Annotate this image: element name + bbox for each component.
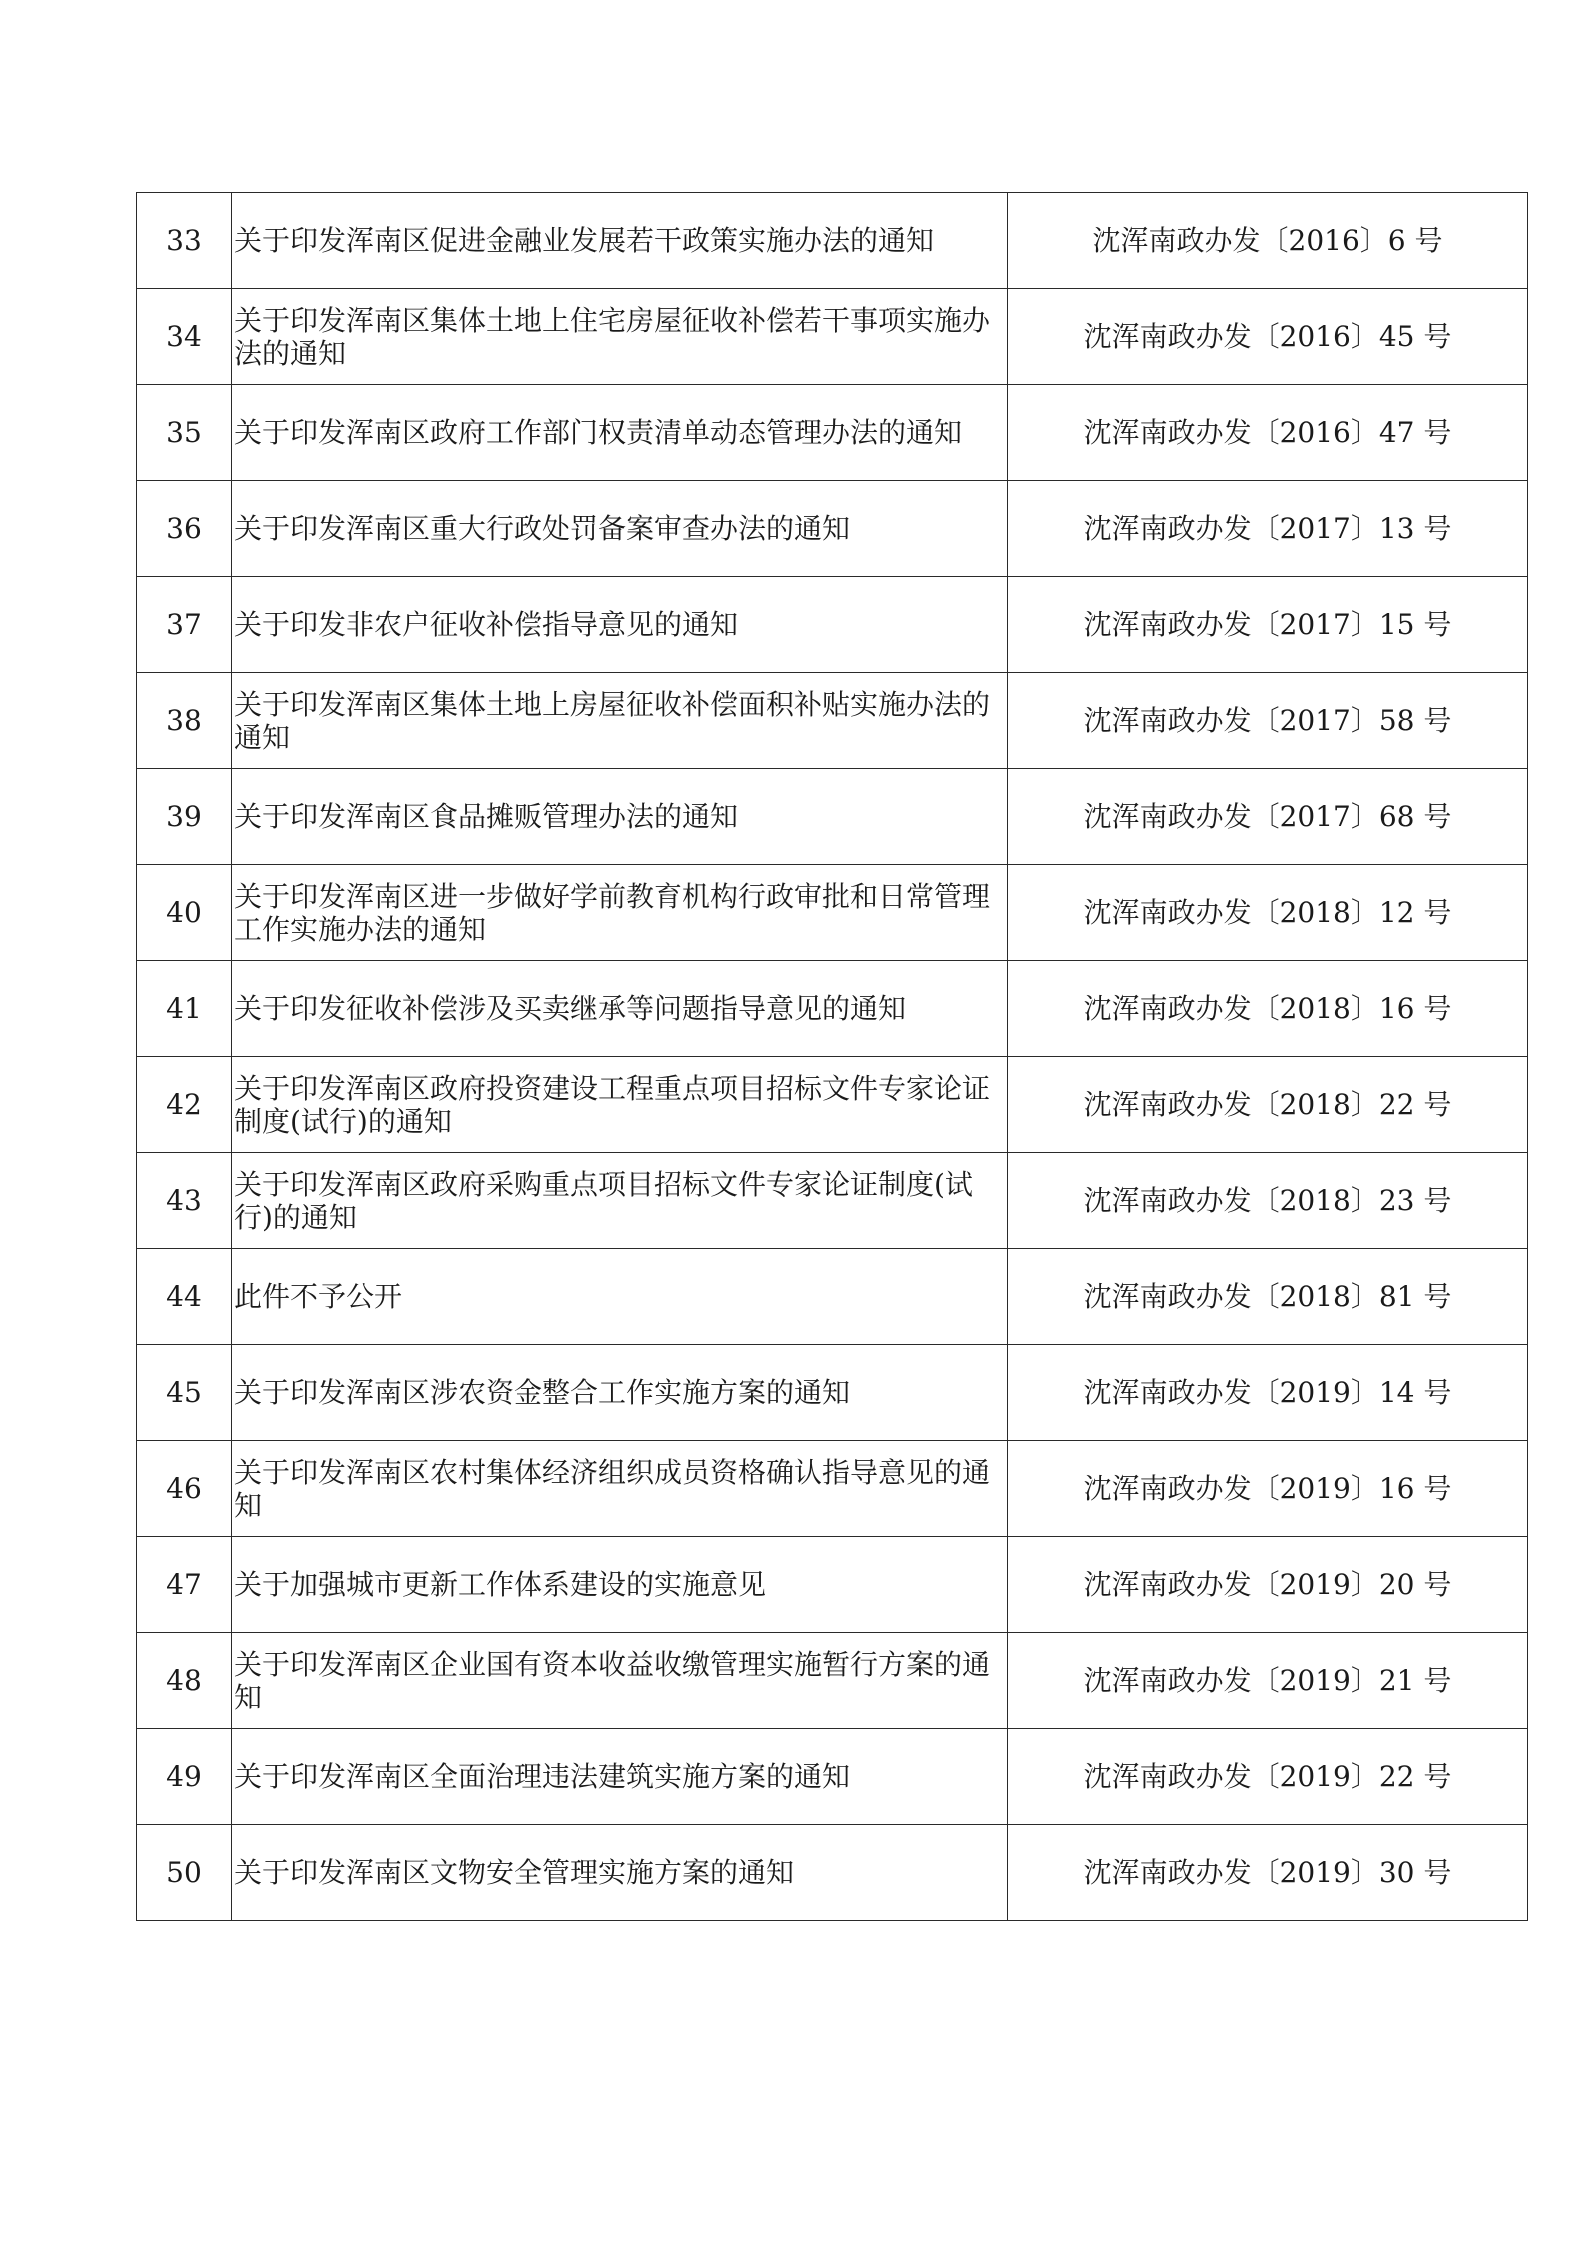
row-number: 40 [137, 865, 232, 961]
row-number: 41 [137, 961, 232, 1057]
table-row [137, 1153, 1528, 1249]
document-title: 关于印发浑南区促进金融业发展若干政策实施办法的通知 [232, 193, 1008, 289]
table-row [137, 865, 1528, 961]
row-number: 44 [137, 1249, 232, 1345]
document-title: 关于印发浑南区政府采购重点项目招标文件专家论证制度(试行)的通知 [232, 1153, 1008, 1249]
table-row [137, 1057, 1528, 1153]
row-number: 39 [137, 769, 232, 865]
table-row [137, 481, 1528, 577]
document-number: 沈浑南政办发〔2018〕22 号 [1008, 1057, 1528, 1153]
document-title: 此件不予公开 [232, 1249, 1008, 1345]
row-number: 46 [137, 1441, 232, 1537]
document-number: 沈浑南政办发〔2019〕22 号 [1008, 1729, 1528, 1825]
document-title: 关于印发浑南区进一步做好学前教育机构行政审批和日常管理工作实施办法的通知 [232, 865, 1008, 961]
table-row [137, 1441, 1528, 1537]
document-title: 关于印发浑南区农村集体经济组织成员资格确认指导意见的通知 [232, 1441, 1008, 1537]
table-row [137, 673, 1528, 769]
table-row [137, 385, 1528, 481]
document-number: 沈浑南政办发〔2016〕47 号 [1008, 385, 1528, 481]
row-number: 37 [137, 577, 232, 673]
table-row [137, 193, 1528, 289]
row-number: 33 [137, 193, 232, 289]
table-row [137, 289, 1528, 385]
document-title: 关于印发非农户征收补偿指导意见的通知 [232, 577, 1008, 673]
table-row [137, 769, 1528, 865]
row-number: 49 [137, 1729, 232, 1825]
row-number: 35 [137, 385, 232, 481]
document-title: 关于印发浑南区企业国有资本收益收缴管理实施暂行方案的通知 [232, 1633, 1008, 1729]
document-title: 关于印发浑南区重大行政处罚备案审查办法的通知 [232, 481, 1008, 577]
document-number: 沈浑南政办发〔2018〕81 号 [1008, 1249, 1528, 1345]
table-body [137, 193, 1528, 1921]
document-number: 沈浑南政办发〔2017〕58 号 [1008, 673, 1528, 769]
document-title: 关于印发浑南区集体土地上房屋征收补偿面积补贴实施办法的通知 [232, 673, 1008, 769]
table-row [137, 1825, 1528, 1921]
document-number: 沈浑南政办发〔2019〕20 号 [1008, 1537, 1528, 1633]
row-number: 45 [137, 1345, 232, 1441]
document-number: 沈浑南政办发〔2018〕23 号 [1008, 1153, 1528, 1249]
document-number: 沈浑南政办发〔2019〕16 号 [1008, 1441, 1528, 1537]
row-number: 43 [137, 1153, 232, 1249]
row-number: 34 [137, 289, 232, 385]
document-number: 沈浑南政办发〔2018〕16 号 [1008, 961, 1528, 1057]
document-number: 沈浑南政办发〔2016〕6 号 [1008, 193, 1528, 289]
document-title: 关于印发浑南区文物安全管理实施方案的通知 [232, 1825, 1008, 1921]
table-row [137, 1633, 1528, 1729]
document-title: 关于印发浑南区全面治理违法建筑实施方案的通知 [232, 1729, 1008, 1825]
document-number: 沈浑南政办发〔2019〕14 号 [1008, 1345, 1528, 1441]
document-number: 沈浑南政办发〔2019〕21 号 [1008, 1633, 1528, 1729]
document-title: 关于印发征收补偿涉及买卖继承等问题指导意见的通知 [232, 961, 1008, 1057]
document-number: 沈浑南政办发〔2016〕45 号 [1008, 289, 1528, 385]
table-row [137, 577, 1528, 673]
document-number: 沈浑南政办发〔2017〕68 号 [1008, 769, 1528, 865]
document-number: 沈浑南政办发〔2017〕15 号 [1008, 577, 1528, 673]
document-number: 沈浑南政办发〔2017〕13 号 [1008, 481, 1528, 577]
row-number: 47 [137, 1537, 232, 1633]
document-number: 沈浑南政办发〔2019〕30 号 [1008, 1825, 1528, 1921]
row-number: 48 [137, 1633, 232, 1729]
table-row [137, 1537, 1528, 1633]
document-title: 关于印发浑南区政府投资建设工程重点项目招标文件专家论证制度(试行)的通知 [232, 1057, 1008, 1153]
table-row [137, 1729, 1528, 1825]
row-number: 42 [137, 1057, 232, 1153]
document-list-table [136, 192, 1528, 1921]
document-title: 关于印发浑南区涉农资金整合工作实施方案的通知 [232, 1345, 1008, 1441]
row-number: 36 [137, 481, 232, 577]
table-row [137, 1345, 1528, 1441]
document-number: 沈浑南政办发〔2018〕12 号 [1008, 865, 1528, 961]
row-number: 50 [137, 1825, 232, 1921]
document-title: 关于加强城市更新工作体系建设的实施意见 [232, 1537, 1008, 1633]
row-number: 38 [137, 673, 232, 769]
table-row [137, 1249, 1528, 1345]
document-title: 关于印发浑南区食品摊贩管理办法的通知 [232, 769, 1008, 865]
document-title: 关于印发浑南区集体土地上住宅房屋征收补偿若干事项实施办法的通知 [232, 289, 1008, 385]
document-title: 关于印发浑南区政府工作部门权责清单动态管理办法的通知 [232, 385, 1008, 481]
table-row [137, 961, 1528, 1057]
